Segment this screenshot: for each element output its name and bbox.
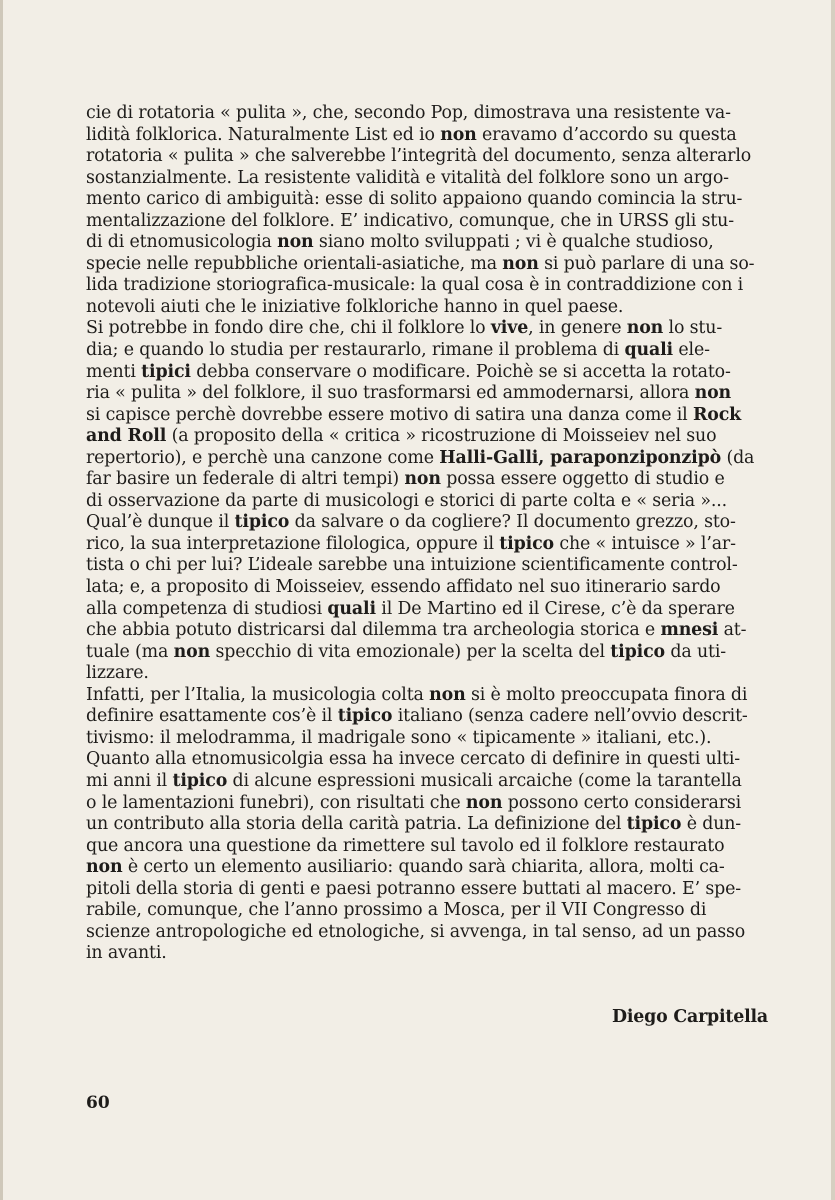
text-line: dia; e quando lo studia per restaurarlo, rimane il problema di quali ele- <box>86 340 710 361</box>
text-line: cie di rotatoria « pulita », che, secondo Pop, dimostrava una resistente va- <box>86 103 731 123</box>
text-line: lizzare. <box>86 663 149 684</box>
text-line: rabile, comunque, che l’anno prossimo a Mosca, per il VII Congresso di <box>86 900 707 921</box>
text-line: ria « pulita » del folklore, il suo trasformarsi ed ammodernarsi, allora non <box>86 383 732 404</box>
text-line: di osservazione da parte di musicologi e storici di parte colta e « seria »... <box>86 490 727 511</box>
text-line: mi anni il tipico di alcune espressioni musicali arcaiche (come la tarantella <box>86 770 742 791</box>
author-signature: Diego Carpitella <box>612 1007 768 1027</box>
text-line: scienze antropologiche ed etnologiche, si avvenga, in tal senso, ad un passo <box>86 921 746 942</box>
text-line: specie nelle repubbliche orientali-asiatiche, ma non si può parlare di una so- <box>86 253 755 274</box>
text-line: and Roll (a proposito della « critica » ricostruzione di Moisseiev nel suo <box>86 426 717 447</box>
text-line: rico, la sua interpretazione filologica, oppure il tipico che « intuisce » l’ar- <box>86 533 736 554</box>
page-number: 60 <box>86 1093 110 1113</box>
text-line: Infatti, per l’Italia, la musicologia colta non si è molto preoccupata finora di <box>86 684 748 705</box>
text-line: repertorio), e perchè una canzone come Halli-Galli, paraponziponzipò (da <box>86 447 755 468</box>
text-line: sostanzialmente. La resistente validità e vitalità del folklore sono un argo- <box>86 167 729 188</box>
text-line: mentalizzazione del folklore. E’ indicativo, comunque, che in URSS gli stu- <box>86 210 734 231</box>
text-line: si capisce perchè dovrebbe essere motivo di satira una danza come il Rock <box>86 404 742 425</box>
text-line: lata; e, a proposito di Moisseiev, essendo affidato nel suo itinerario sardo <box>86 577 721 598</box>
text-line: tista o chi per lui? L’ideale sarebbe una intuizione scientificamente control- <box>86 555 738 576</box>
text-line: rotatoria « pulita » che salverebbe l’integrità del documento, senza alterarlo <box>86 146 752 167</box>
text-line: que ancora una questione da rimettere sul tavolo ed il folklore restaurato <box>86 835 725 856</box>
article-body <box>86 103 768 965</box>
text-line: Quanto alla etnomusicolgia essa ha invece cercato di definire in questi ulti- <box>86 749 740 770</box>
text-line: lida tradizione storiografica-musicale: la qual cosa è in contraddizione con i <box>86 275 744 296</box>
text-line: in avanti. <box>86 943 167 964</box>
text-line: lidità folklorica. Naturalmente List ed io non eravamo d’accordo su questa <box>86 124 737 145</box>
paragraph <box>86 318 768 684</box>
text-line: tuale (ma non specchio di vita emozionale) per la scelta del tipico da uti- <box>86 641 726 662</box>
text-line: Si potrebbe in fondo dire che, chi il folklore lo vive, in genere non lo stu- <box>86 318 723 339</box>
text-line: o le lamentazioni funebri), con risultati che non possono certo considerarsi <box>86 792 742 813</box>
text-line: di di etnomusicologia non siano molto sviluppati ; vi è qualche studioso, <box>86 232 714 253</box>
text-line: un contributo alla storia della carità patria. La definizione del tipico è dun- <box>86 814 742 835</box>
text-line: tivismo: il melodramma, il madrigale sono « tipicamente » italiani, etc.). <box>86 727 712 748</box>
text-line: pitoli della storia di genti e paesi potranno essere buttati al macero. E’ spe- <box>86 878 741 899</box>
text-line: Qual’è dunque il tipico da salvare o da cogliere? Il documento grezzo, sto- <box>86 512 736 533</box>
paragraph <box>86 103 768 318</box>
text-line: definire esattamente cos’è il tipico italiano (senza cadere nell’ovvio descrit- <box>86 706 748 727</box>
text-line: non è certo un elemento ausiliario: quando sarà chiarita, allora, molti ca- <box>86 857 725 878</box>
text-line: alla competenza di studiosi quali il De Martino ed il Cirese, c’è da sperare <box>86 598 735 619</box>
text-line: mento carico di ambiguità: esse di solito appaiono quando comincia la stru- <box>86 189 743 210</box>
paragraph <box>86 685 768 965</box>
text-line: far basire un federale di altri tempi) non possa essere oggetto di studio e <box>86 469 725 490</box>
text-line: che abbia potuto districarsi dal dilemma tra archeologia storica e mnesi at- <box>86 620 747 641</box>
text-line: menti tipici debba conservare o modificare. Poichè se si accetta la rotato- <box>86 361 731 382</box>
text-line: notevoli aiuti che le iniziative folkloriche hanno in quel paese. <box>86 296 624 317</box>
